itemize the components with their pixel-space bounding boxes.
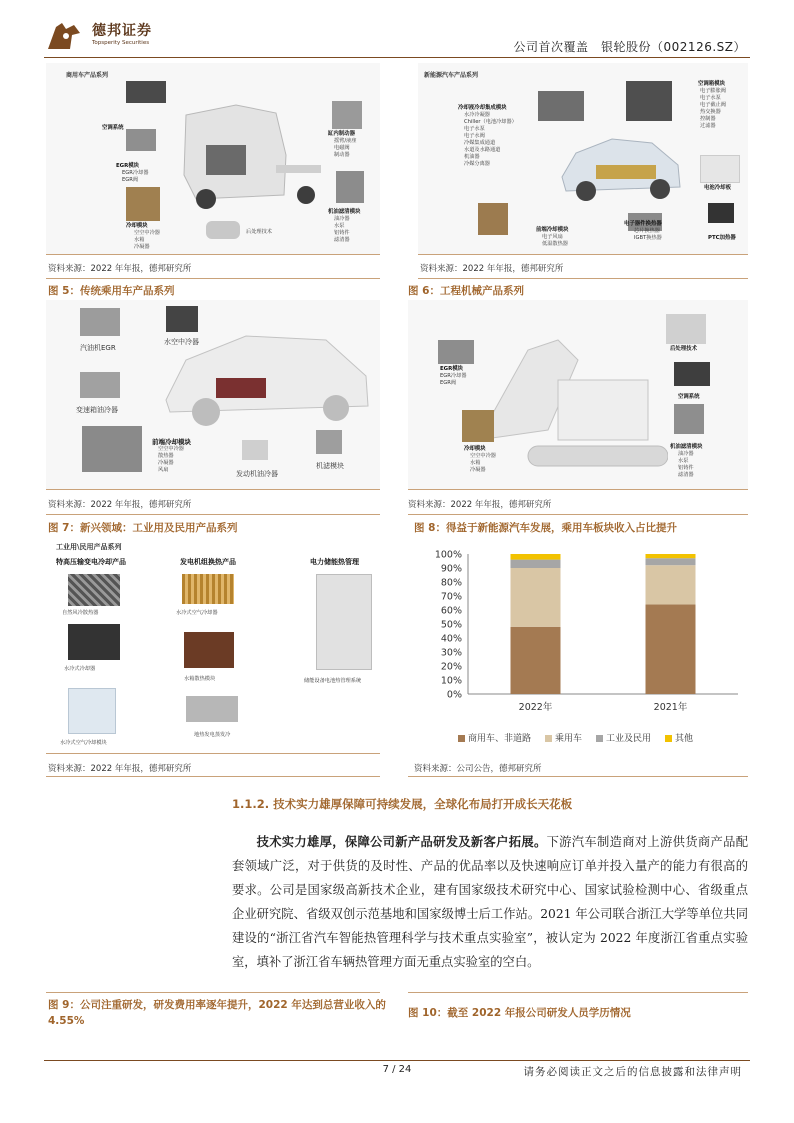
label-air-cooler: 空空中冷器 <box>470 453 496 459</box>
passenger-car-panel <box>46 300 380 490</box>
label-front-cooling-module: 前端冷却模块 <box>152 438 191 446</box>
component-pic-11 <box>700 155 740 183</box>
component-pic-5 <box>332 101 362 129</box>
label-chip-exchanger: 芯片换热器 <box>634 228 660 234</box>
industrial-products-panel <box>46 538 380 754</box>
label-water-pump: 水泵 <box>678 458 689 464</box>
label-e-pump-2: 电子水泵 <box>700 95 721 101</box>
ac-system-pic <box>674 362 710 386</box>
footer-divider <box>44 1060 750 1061</box>
label-aftertreatment: 后处理技术 <box>246 229 272 235</box>
label-condenser: 冷凝器 <box>158 460 174 466</box>
label-solenoid: 电磁阀 <box>334 145 350 151</box>
label-brake: 制动器 <box>334 152 350 158</box>
product-pic <box>68 688 116 734</box>
legend-item <box>665 731 693 744</box>
y-tick-label: 30% <box>440 647 462 659</box>
legend-label: 商用车、非道路 <box>468 734 532 744</box>
divider <box>46 278 380 279</box>
brand-name-en: Topsperity Securities <box>92 40 150 46</box>
label-egr-valve: EGR阀 <box>440 380 457 386</box>
label-low-temp-radiator: 低温散热器 <box>542 241 568 247</box>
label-air-cooler: 空空中冷器 <box>134 230 160 236</box>
component-pic-1 <box>126 81 166 103</box>
label-ac-system: 空调系统 <box>678 394 700 400</box>
label-hvac-module: 空调箱模块 <box>698 81 725 87</box>
egr-pic <box>80 308 120 336</box>
y-tick-label: 100% <box>434 549 462 561</box>
legend-label: 工业及民用 <box>606 734 652 744</box>
product-label: 水冷式空气冷却器 <box>176 610 218 616</box>
label-coolant-integration: 冷却液冷却集成模块 <box>458 105 507 111</box>
aftertreatment-pic <box>666 314 706 344</box>
y-tick-label: 80% <box>440 577 462 589</box>
oil-filter-pic <box>316 430 342 454</box>
divider <box>46 992 380 993</box>
product-label: 自然风冷散热器 <box>62 610 99 616</box>
product-pic <box>68 624 120 660</box>
label-egr-module: EGR模块 <box>116 163 140 169</box>
label-filter: 滤清器 <box>678 472 694 478</box>
legend-swatch <box>596 735 603 742</box>
cooling-module-pic <box>462 410 494 442</box>
y-tick-label: 70% <box>440 591 462 603</box>
label-battery-plate: 电池冷却板 <box>704 185 731 191</box>
product-pic <box>184 632 234 668</box>
legend-item <box>458 731 531 744</box>
excavator-illustration <box>468 320 668 480</box>
label-radiator: 水箱 <box>470 460 481 466</box>
divider <box>418 278 748 279</box>
section-heading: 1.1.2. 技术实力雄厚保障可持续发展，全球化布局打开成长天花板 <box>232 797 573 811</box>
label-egr-cooler: EGR冷却器 <box>440 373 467 379</box>
divider <box>408 776 748 777</box>
label-gearbox-oil-cooler: 变速箱油冷器 <box>76 406 118 414</box>
label-gasoline-egr: 汽油机EGR <box>80 344 116 352</box>
product-pic <box>68 574 120 606</box>
source-note: 资料来源：2022 年年报，德邦研究所 <box>408 500 552 510</box>
label-condenser: 冷凝器 <box>134 244 150 250</box>
x-tick-label: 2022年 <box>518 702 553 713</box>
source-note: 资料来源：2022 年年报，德邦研究所 <box>48 500 192 510</box>
label-controller: 控制器 <box>700 116 716 122</box>
label-water-air-cooler: 水空中冷器 <box>164 338 199 346</box>
label-ptc-heater: PTC加热器 <box>708 235 736 241</box>
y-tick-label: 0% <box>446 689 462 701</box>
product-label: 储能设备电池热管理系统 <box>304 678 362 684</box>
divider <box>408 992 748 993</box>
water-cooler-pic <box>166 306 198 332</box>
y-tick-label: 50% <box>440 619 462 631</box>
company-logo-icon <box>44 19 84 53</box>
divider <box>408 514 748 515</box>
source-note: 资料来源：2022 年年报，德邦研究所 <box>420 264 564 274</box>
label-cooling-module: 冷却模块 <box>464 446 486 452</box>
panel-title: 新能源汽车产品系列 <box>424 72 479 79</box>
egr-module-pic <box>438 340 474 364</box>
label-filter-2: 过滤器 <box>700 123 716 129</box>
commercial-vehicle-panel <box>46 63 380 255</box>
product-label: 水箱散热模块 <box>184 676 216 682</box>
label-oil-filter-module: 机油滤清模块 <box>328 209 361 215</box>
label-water-channel: 水道及水路通道 <box>464 147 501 153</box>
component-pic-6 <box>336 171 364 203</box>
panel-title: 商用车产品系列 <box>66 72 109 79</box>
legend-item <box>545 731 582 744</box>
page-number: 7 / 24 <box>382 1064 412 1075</box>
label-eev: 电子膨胀阀 <box>700 88 726 94</box>
label-e-valve: 电子水阀 <box>464 133 485 139</box>
label-cooling-module: 冷却模块 <box>126 223 148 229</box>
lead-sentence: 技术实力雄厚，保障公司新产品研发及新客户拓展。 <box>256 834 547 849</box>
label-front-cooling: 前端冷却模块 <box>536 227 569 233</box>
legend-item <box>596 731 651 744</box>
label-air-air-cooler: 空空中冷器 <box>158 446 184 452</box>
fig7-caption: 图 7：新兴领域：工业用及民用产品系列 <box>48 522 238 534</box>
label-heat-exchanger: 热交换器 <box>700 109 721 115</box>
label-oil-device: 机油器 <box>464 154 480 160</box>
label-aftertreatment: 后处理技术 <box>670 346 697 352</box>
component-pic-9 <box>478 203 508 235</box>
label-e-pump: 电子水泵 <box>464 126 485 132</box>
car-illustration <box>156 320 376 430</box>
panel-title: 工业用\民用产品系列 <box>56 543 122 551</box>
label-refrigerant-separator: 冷媒分离器 <box>464 161 490 167</box>
product-label: 地热发电蒸发冷 <box>194 732 231 738</box>
label-radiator: 水箱 <box>134 237 145 243</box>
divider <box>46 514 380 515</box>
y-tick-label: 20% <box>440 661 462 673</box>
component-pic-12 <box>708 203 734 223</box>
label-oil-cooler: 油冷器 <box>334 216 350 222</box>
label-rocker: 摇臂/液座 <box>334 138 357 144</box>
bar-segment <box>646 554 696 558</box>
product-label: 水冷式空气冷却模块 <box>60 740 107 746</box>
source-note: 资料来源：2022 年年报，德邦研究所 <box>48 264 192 274</box>
label-e-fan: 电子风扇 <box>542 234 563 240</box>
fig9-caption: 图 9：公司注重研发，研发费用率逐年提升，2022 年达到总营业收入的 4.55% <box>48 999 386 1027</box>
source-note: 资料来源：2022 年年报，德邦研究所 <box>48 764 192 774</box>
fig6-caption: 图 6：工程机械产品系列 <box>408 285 524 297</box>
legend-swatch <box>665 735 672 742</box>
label-aluminum-casting: 铝铸件 <box>334 230 350 236</box>
component-pic-7 <box>538 91 584 121</box>
label-refrigerant-channel: 冷媒集成通道 <box>464 140 496 146</box>
product-pic <box>186 696 238 722</box>
label-electronics-exchanger: 电子器件换热器 <box>624 221 662 227</box>
disclaimer: 请务必阅读正文之后的信息披露和法律声明 <box>523 1066 742 1078</box>
bar-segment <box>646 565 696 604</box>
y-tick-label: 10% <box>440 675 462 687</box>
legend-label: 乘用车 <box>555 734 583 744</box>
label-egr-module: EGR模块 <box>440 366 464 372</box>
source-note: 资料来源：公司公告，德邦研究所 <box>414 764 542 774</box>
y-tick-label: 60% <box>440 605 462 617</box>
bar-segment <box>511 568 561 627</box>
y-tick-label: 90% <box>440 563 462 575</box>
label-water-condenser: 水冷冷凝器 <box>464 112 490 118</box>
label-aluminum-casting: 铝铸件 <box>678 465 694 471</box>
product-pic <box>316 574 372 670</box>
label-oil-cooler: 油冷器 <box>678 451 694 457</box>
label-egr-cooler: EGR冷却器 <box>122 170 149 176</box>
bar-segment <box>511 560 561 568</box>
legend-swatch <box>458 735 465 742</box>
fig8-caption: 图 8：得益于新能源汽车发展，乘用车板块收入占比提升 <box>414 522 677 534</box>
body-paragraph <box>232 830 748 974</box>
engine-oil-cooler-pic <box>242 440 268 460</box>
nev-panel <box>418 63 748 255</box>
col-title-uhv: 特高压输变电冷却产品 <box>56 558 126 566</box>
legend-label: 其他 <box>675 734 694 744</box>
component-pic-3 <box>126 187 160 221</box>
label-oil-filter-module: 机滤模块 <box>316 462 344 470</box>
label-shutoff-valve: 电子截止阀 <box>700 102 726 108</box>
fig5-caption: 图 5：传统乘用车产品系列 <box>48 285 175 297</box>
body-sentences: 下游汽车制造商对上游供货商产品配套领域广泛，对于供货的及时性、产品的优品率以及快速响应订单并投入量产的能力有很高的要求。公司是国家级高新技术企业，建有国家级技术研究中心、国家试验检测中心、省级重点企业研究院、省级双创示范基地和国家级博士后工作站。2021 年公司联合浙江大学等单位共同建设的“浙江省汽车智能热管理科学与技术重点实验室”，被认定为 2022 年度浙江省重点实验室，填补了浙江省车辆热管理方面无重点实验室的空白。 <box>232 835 748 969</box>
component-pic-2 <box>126 129 156 151</box>
label-chiller: Chiller（电池冷却器） <box>464 119 517 125</box>
bar-segment <box>511 554 561 560</box>
product-pic <box>182 574 234 604</box>
label-egr-valve: EGR阀 <box>122 177 139 183</box>
label-oil-filter-module: 机油滤清模块 <box>670 444 703 450</box>
label-igbt-exchanger: IGBT换热器 <box>634 235 662 241</box>
ev-car-illustration <box>556 125 686 205</box>
front-cooling-pic <box>82 426 142 472</box>
construction-machinery-panel <box>408 300 748 490</box>
header-divider <box>44 57 750 58</box>
gearbox-cooler-pic <box>80 372 120 398</box>
truck-illustration <box>166 95 326 215</box>
divider <box>46 776 380 777</box>
label-water-pump: 水泵 <box>334 223 345 229</box>
revenue-share-chart <box>408 540 748 750</box>
label-engine-oil-cooler: 发动机油冷器 <box>236 470 278 478</box>
oil-filter-module-pic <box>674 404 704 434</box>
label-filter: 滤清器 <box>334 237 350 243</box>
legend-swatch <box>545 735 552 742</box>
x-tick-label: 2021年 <box>653 702 688 713</box>
label-engine-brake: 缸内制动器 <box>328 131 355 137</box>
col-title-storage: 电力储能热管理 <box>310 558 359 566</box>
label-fan: 风扇 <box>158 467 169 473</box>
col-title-genset: 发电机组换热产品 <box>180 558 236 566</box>
label-radiator: 散热器 <box>158 453 174 459</box>
report-title: 公司首次覆盖 银轮股份（002126.SZ） <box>513 40 746 54</box>
bar-segment <box>646 558 696 565</box>
brand-name-cn: 德邦证券 <box>92 23 152 39</box>
bar-segment <box>511 627 561 694</box>
chart-legend <box>458 731 748 744</box>
label-condenser: 冷凝器 <box>470 467 486 473</box>
product-label: 水冷式冷却器 <box>64 666 96 672</box>
component-pic-8 <box>626 81 672 121</box>
y-tick-label: 40% <box>440 633 462 645</box>
label-ac-system: 空调系统 <box>102 125 124 131</box>
component-pic-4 <box>206 221 240 239</box>
fig10-caption: 图 10：截至 2022 年报公司研发人员学历情况 <box>408 1007 631 1019</box>
bar-segment <box>646 604 696 694</box>
